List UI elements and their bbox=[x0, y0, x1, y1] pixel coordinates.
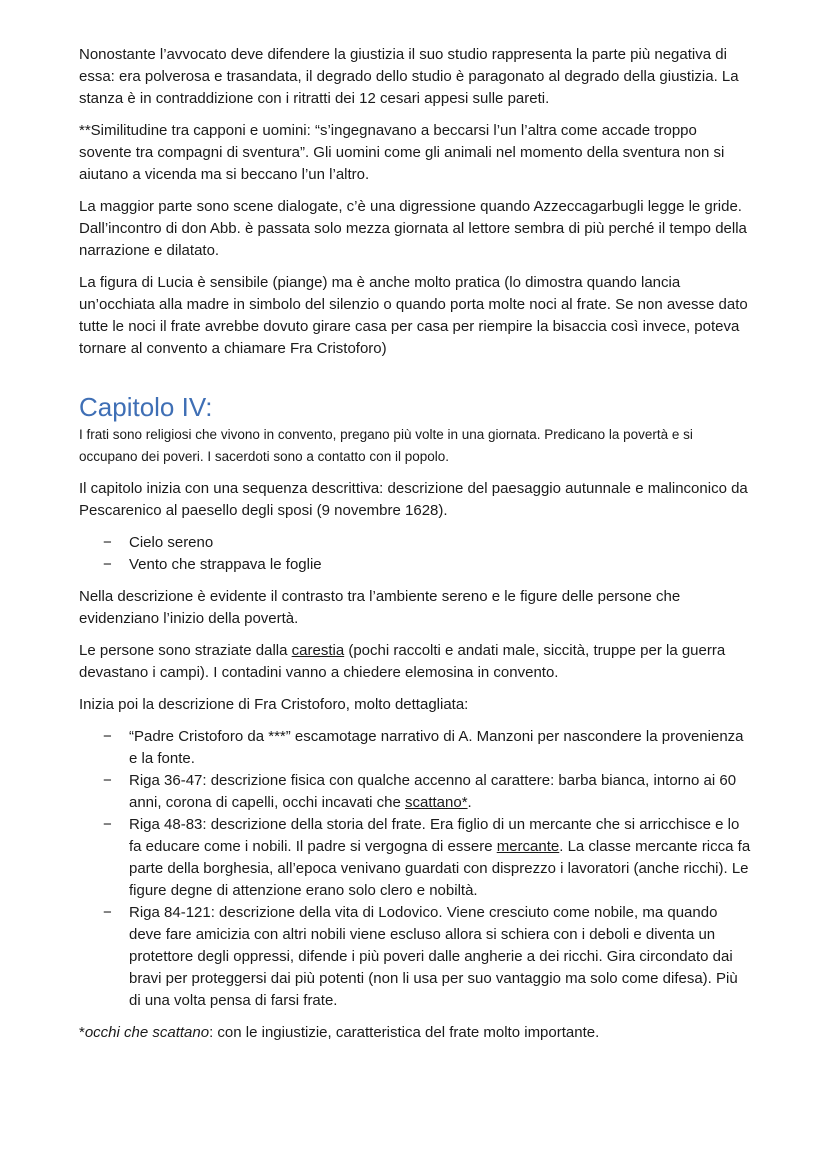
list-item: − Riga 36-47: descrizione fisica con qualche accenno al carattere: barba bianca, intorno ai 60 anni, corona di capelli, occhi incavati che scattano*. bbox=[103, 772, 737, 811]
paragraph-studio: Nonostante l’avvocato deve difendere la giustizia il suo studio rappresenta la parte più negativa di essa: era polverosa e trasandata, il degrado dello studio è paragonato al degrado della giustizia. La stanza è in contraddizione con i ritratti dei 12 cesari appesi sulle pareti. bbox=[79, 46, 739, 107]
dash-bullet: − bbox=[103, 556, 112, 573]
paragraph-scene-dialogate: La maggior parte sono scene dialogate, c’è una digressione quando Azzeccagarbugli legge le gride. Dall’incontro di don Abb. è passata solo mezza giornata al lettore sembra di più perché il tempo della narrazione e dilatato. bbox=[79, 198, 747, 259]
paragraph-fra-cristoforo: Inizia poi la descrizione di Fra Cristoforo, molto dettagliata: bbox=[79, 696, 469, 713]
cristoforo-list bbox=[79, 726, 751, 1012]
list-item: − Riga 48-83: descrizione della storia del frate. Era figlio di un mercante che si arricchisce e lo fa educare come i nobili. Il padre si vergogna di essere mercante. La classe mercante ricca fa parte della borghesia, all’epoca venivano guardati con disprezzo i lavoratori (anche ricchi). Le figure degne di attenzione erano solo clero e nobiltà. bbox=[103, 816, 751, 899]
paragraph-contrasto: Nella descrizione è evidente il contrasto tra l’ambiente sereno e le figure delle persone che evidenziano l’inizio della povertà. bbox=[79, 588, 681, 627]
document-page bbox=[79, 44, 751, 1054]
list-item: − “Padre Cristoforo da ***” escamotage narrativo di A. Manzoni per nascondere la provenienza e la fonte. bbox=[103, 728, 744, 767]
chapter-intro: I frati sono religiosi che vivono in convento, pregano più volte in una giornata. Predicano la povertà e si occupano dei poveri. I sacerdoti sono a contatto con il popolo. bbox=[79, 427, 693, 464]
footnote: *occhi che scattano: con le ingiustizie, caratteristica del frate molto importante. bbox=[79, 1024, 600, 1041]
paragraph-sequenza-descrittiva: Il capitolo inizia con una sequenza descrittiva: descrizione del paesaggio autunnale e malinconico da Pescarenico al paesello degli sposi (9 novembre 1628). bbox=[79, 480, 748, 519]
list-item: − Vento che strappava le foglie bbox=[79, 554, 751, 576]
dash-bullet: − bbox=[103, 904, 112, 921]
chapter-heading: Capitolo IV: bbox=[79, 392, 213, 422]
list-item: − Cielo sereno bbox=[79, 532, 751, 554]
paragraph-carestia: Le persone sono straziate dalla carestia (pochi raccolti e andati male, siccità, truppe per la guerra devastano i campi). I contadini vanno a chiedere elemosina in convento. bbox=[79, 642, 726, 681]
underlined-term: carestia bbox=[291, 642, 345, 659]
footnote-term: occhi che scattano bbox=[84, 1024, 210, 1041]
paragraph-similitudine: **Similitudine tra capponi e uomini: “s’ingegnavano a beccarsi l’un l’altra come accade troppo sovente tra compagni di sventura”. Gli uomini come gli animali nel momento della sventura non si aiutano a vicenda ma si beccano l’un l’altro. bbox=[79, 122, 725, 183]
list-item: − Riga 84-121: descrizione della vita di Lodovico. Viene cresciuto come nobile, ma quando deve fare amicizia con altri nobili viene escluso allora si schiera con i deboli e diventa un protettore degli oppressi, difende i più poveri dalle angherie a dei ricchi. Gira circondato dai bravi per proteggersi dai più potenti (non li usa per suo vantaggio ma solo come difesa). Più di una volta pensa di farsi frate. bbox=[103, 904, 738, 1009]
paragraph-lucia: La figura di Lucia è sensibile (piange) ma è anche molto pratica (lo dimostra quando lancia un’occhiata alla madre in simbolo del silenzio o quando porta molte noci al frate. Se non avesse dato tutte le noci il frate avrebbe dovuto girare casa per casa per riempire la bisaccia così invece, poteva tornare al convento a chiamare Fra Cristoforo) bbox=[79, 274, 748, 357]
underlined-term: mercante bbox=[496, 838, 560, 855]
dash-bullet: − bbox=[103, 534, 112, 551]
dash-bullet: − bbox=[103, 816, 112, 833]
underlined-term: scattano* bbox=[405, 794, 468, 811]
dash-bullet: − bbox=[103, 728, 112, 745]
dash-bullet: − bbox=[103, 772, 112, 789]
landscape-list bbox=[79, 532, 751, 576]
